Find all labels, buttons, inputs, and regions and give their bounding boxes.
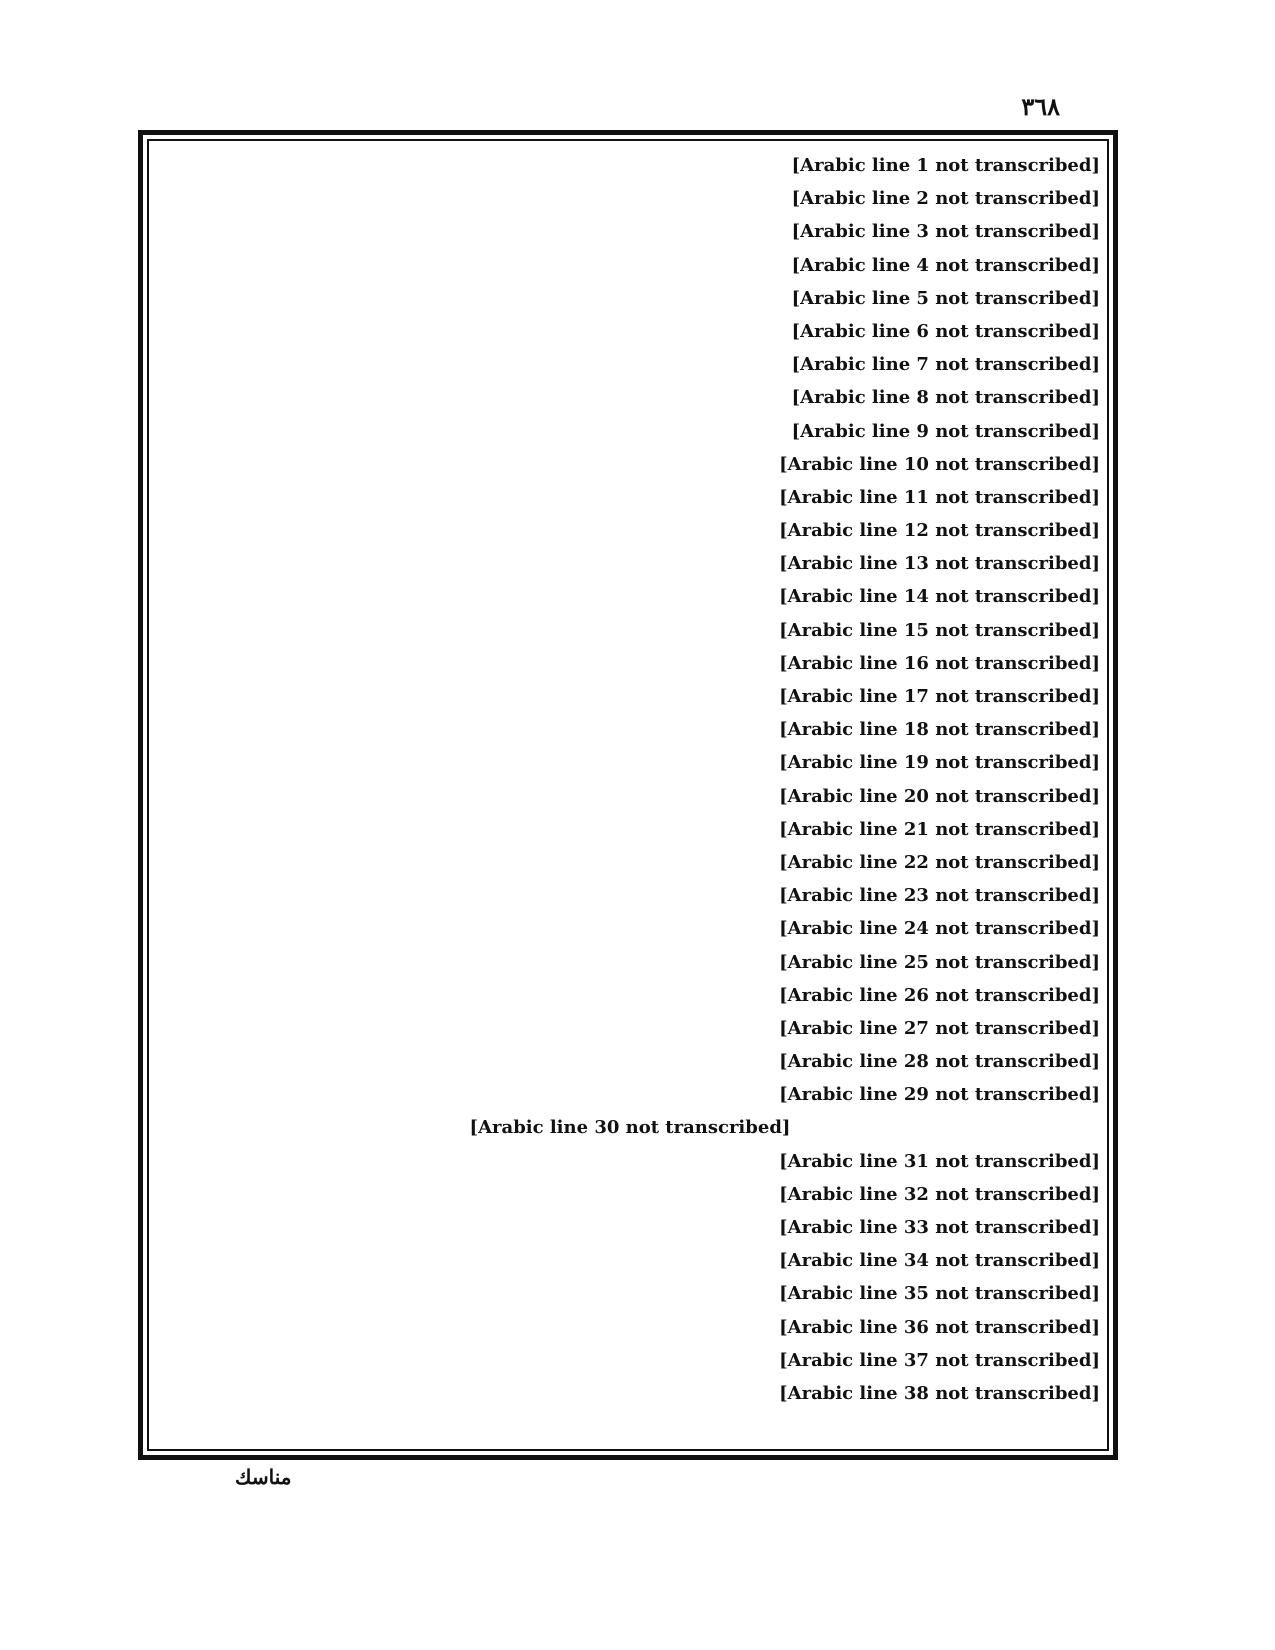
text-line: [Arabic line 1 not transcribed] — [791, 155, 1100, 176]
text-line: [Arabic line 13 not transcribed] — [779, 553, 1100, 575]
text-line: [Arabic line 33 not transcribed] — [779, 1217, 1100, 1238]
text-line: [Arabic line 15 not transcribed] — [779, 619, 1100, 641]
text-line: [Arabic line 34 not transcribed] — [779, 1250, 1100, 1272]
text-line: [Arabic line 5 not transcribed] — [791, 287, 1100, 309]
text-line: [Arabic line 3 not transcribed] — [791, 221, 1100, 243]
verse-line: [Arabic line 30 not transcribed] — [469, 1117, 791, 1139]
text-line: [Arabic line 27 not transcribed] — [779, 1017, 1100, 1039]
text-line: [Arabic line 25 not transcribed] — [779, 951, 1100, 973]
text-line: [Arabic line 18 not transcribed] — [779, 719, 1100, 741]
text-line: [Arabic line 38 not transcribed] — [779, 1382, 1100, 1404]
text-line: [Arabic line 14 not transcribed] — [779, 586, 1100, 608]
text-line: [Arabic line 29 not transcribed] — [779, 1084, 1100, 1106]
text-line: [Arabic line 19 not transcribed] — [779, 752, 1100, 774]
text-line: [Arabic line 37 not transcribed] — [779, 1349, 1100, 1371]
text-line: [Arabic line 28 not transcribed] — [779, 1051, 1100, 1073]
text-line: [Arabic line 20 not transcribed] — [779, 785, 1100, 807]
text-line: [Arabic line 4 not transcribed] — [791, 254, 1100, 276]
text-line: [Arabic line 10 not transcribed] — [779, 453, 1100, 475]
text-line: [Arabic line 26 not transcribed] — [779, 984, 1100, 1006]
page-number: ٣٦٨ — [1021, 92, 1060, 121]
text-line: [Arabic line 23 not transcribed] — [779, 885, 1100, 907]
text-line: [Arabic line 17 not transcribed] — [779, 686, 1100, 707]
text-line: [Arabic line 21 not transcribed] — [779, 818, 1100, 840]
text-line: [Arabic line 2 not transcribed] — [791, 188, 1100, 210]
text-line: [Arabic line 9 not transcribed] — [791, 420, 1100, 442]
text-line: [Arabic line 22 not transcribed] — [779, 851, 1100, 873]
main-text-block — [160, 150, 1100, 1440]
text-line: [Arabic line 31 not transcribed] — [779, 1150, 1100, 1172]
text-line: [Arabic line 7 not transcribed] — [791, 354, 1100, 376]
text-line: [Arabic line 11 not transcribed] — [779, 486, 1100, 508]
text-line: [Arabic line 24 not transcribed] — [779, 918, 1100, 940]
text-line: [Arabic line 6 not transcribed] — [791, 320, 1100, 342]
text-line: [Arabic line 36 not transcribed] — [779, 1316, 1100, 1338]
text-line: [Arabic line 8 not transcribed] — [791, 387, 1100, 409]
text-line: [Arabic line 12 not transcribed] — [779, 520, 1100, 542]
catchword: مناسك — [235, 1465, 292, 1489]
text-line: [Arabic line 16 not transcribed] — [779, 652, 1100, 674]
text-line: [Arabic line 35 not transcribed] — [779, 1283, 1100, 1305]
text-line: [Arabic line 32 not transcribed] — [779, 1183, 1100, 1205]
